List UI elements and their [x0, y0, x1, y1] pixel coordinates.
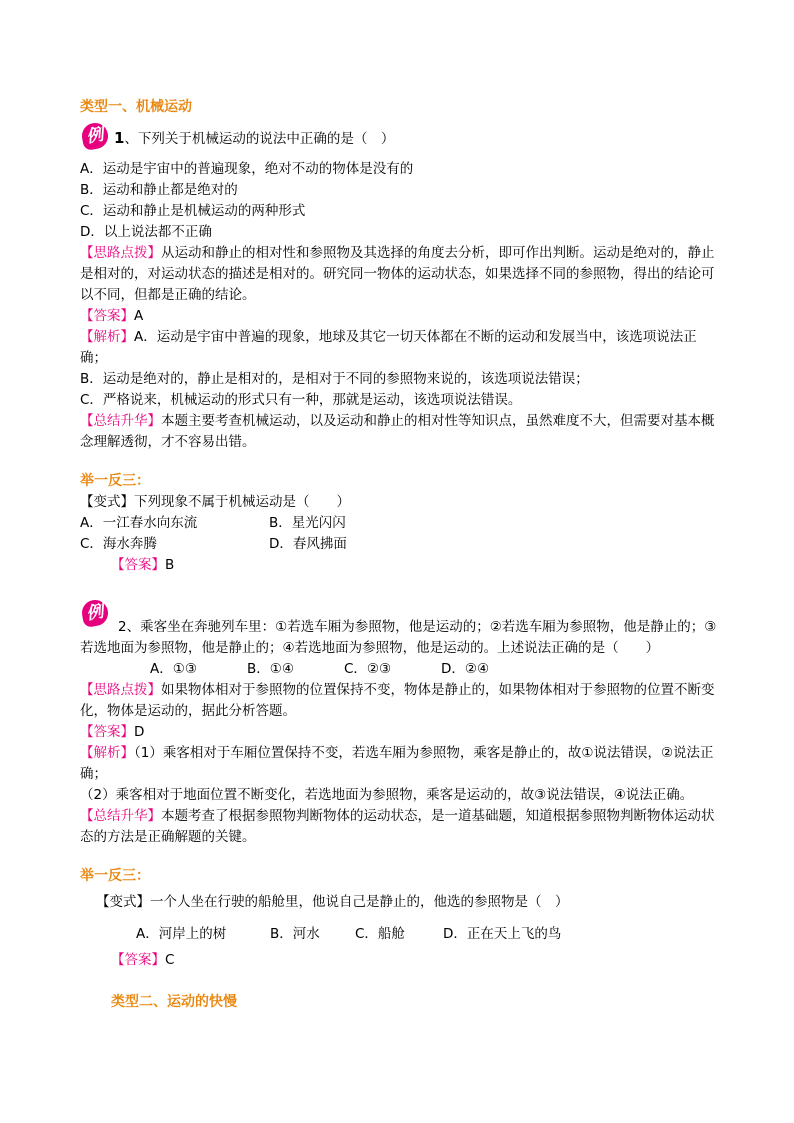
- answer-line: [80, 722, 144, 743]
- hint-block: [80, 680, 720, 722]
- option-a: A．河岸上的树: [136, 926, 227, 942]
- option-d: D．以上说法都不正确: [80, 224, 212, 240]
- variant-options-row: [136, 924, 561, 945]
- answer-line: [80, 306, 143, 327]
- option-b: B．运动和静止都是绝对的: [80, 182, 238, 198]
- answer-tag: 【答案】: [80, 724, 134, 740]
- analysis-2: （2）乘客相对于地面位置不断变化，若选地面为参照物，乘客是运动的，故③说法错误，④说法正确。: [80, 787, 694, 803]
- answer-value: D: [134, 724, 145, 740]
- question-text: 、下列关于机械运动的说法中正确的是（ ）: [124, 131, 395, 147]
- summary-tag: 【总结升华】: [80, 808, 161, 824]
- option-c: C．②③: [344, 661, 392, 677]
- practice-heading: 举一反三：: [80, 868, 150, 884]
- answer-value: B: [165, 557, 175, 573]
- analysis-tag: 【解析】: [80, 745, 134, 761]
- example-badge-icon: 例: [80, 121, 110, 151]
- analysis-block: [80, 743, 720, 785]
- answer-tag: 【答案】: [80, 308, 134, 324]
- variant-stem: [80, 492, 350, 513]
- option-d: D．春风拂面: [269, 536, 347, 552]
- option-c: C．船舱: [355, 926, 405, 942]
- option-b: B．星光闪闪: [269, 515, 346, 531]
- option-d: D．②④: [441, 661, 490, 677]
- question-number: 1: [114, 129, 125, 147]
- answer-value: A: [134, 308, 144, 324]
- example-badge-icon: 例: [80, 598, 110, 628]
- analysis-c: C．严格说来，机械运动的形式只有一种，那就是运动，该选项说法错误。: [80, 392, 522, 408]
- variant-tag: 【变式】: [96, 894, 150, 910]
- question-2-stem: 2、乘客坐在奔驰列车里：①若选车厢为参照物，他是运动的；②若选车厢为参照物，他是静止的；③若选地面为参照物，他是静止的；④若选地面为参照物，他是运动的。上述说法正确的是（ ）: [80, 619, 717, 656]
- variant-text: 下列现象不属于机械运动是（ ）: [134, 494, 350, 510]
- variant-tag: 【变式】: [80, 494, 134, 510]
- summary-tag: 【总结升华】: [80, 413, 161, 429]
- analysis-1: （1）乘客相对于车厢位置保持不变，若选车厢为参照物，乘客是静止的，故①说法错误，②说法正确；: [80, 745, 714, 782]
- hint-block: [80, 243, 720, 306]
- summary-text: 本题主要考查机械运动，以及运动和静止的相对性等知识点，虽然难度不大，但需要对基本概念理解透彻，才不容易出错。: [80, 413, 715, 450]
- practice-heading: 举一反三：: [80, 473, 150, 489]
- section-heading-type2: 类型二、运动的快慢: [111, 994, 237, 1010]
- variant-options-row1: [80, 513, 346, 534]
- option-b: B．①④: [247, 661, 294, 677]
- question-1-stem: [114, 128, 394, 150]
- hint-tag: 【思路点拨】: [80, 245, 161, 261]
- option-d: D．正在天上飞的鸟: [443, 926, 562, 942]
- summary-block: [80, 806, 720, 848]
- hint-tag: 【思路点拨】: [80, 682, 161, 698]
- analysis-b: B．运动是绝对的，静止是相对的，是相对于不同的参照物来说的，该选项说法错误；: [80, 371, 589, 387]
- summary-block: [80, 411, 720, 453]
- hint-text: 从运动和静止的相对性和参照物及其选择的角度去分析，即可作出判断。运动是绝对的，静止是相对的，对运动状态的描述是相对的。研究同一物体的运动状态，如果选择不同的参照物，得出的结论可以不同，但都是正确的结论。: [80, 245, 715, 303]
- analysis-tag: 【解析】: [80, 329, 134, 345]
- option-b: B．河水: [270, 926, 320, 942]
- analysis-block: [80, 327, 720, 369]
- variant-text: 一个人坐在行驶的船舱里，他说自己是静止的，他选的参照物是（ ）: [150, 894, 569, 910]
- variant-answer-line: [111, 950, 174, 971]
- answer-tag: 【答案】: [111, 952, 165, 968]
- variant-stem: [96, 892, 569, 913]
- answer-value: C: [165, 952, 175, 968]
- option-a: A．一江春水向东流: [80, 515, 198, 531]
- hint-text: 如果物体相对于参照物的位置保持不变，物体是静止的，如果物体相对于参照物的位置不断变化，物体是运动的，据此分析答题。: [80, 682, 715, 719]
- option-c: C．运动和静止是机械运动的两种形式: [80, 203, 306, 219]
- variant-options-row2: [80, 534, 347, 555]
- summary-text: 本题考查了根据参照物判断物体的运动状态，是一道基础题，知道根据参照物判断物体运动状态的方法是正确解题的关键。: [80, 808, 715, 845]
- option-a: A．①③: [150, 661, 197, 677]
- analysis-a: A．运动是宇宙中普遍的现象，地球及其它一切天体都在不断的运动和发展当中，该选项说法正确；: [80, 329, 697, 366]
- question-2-options: [150, 659, 489, 680]
- option-c: C．海水奔腾: [80, 536, 157, 552]
- option-a: A．运动是宇宙中的普遍现象，绝对不动的物体是没有的: [80, 161, 414, 177]
- answer-tag: 【答案】: [111, 557, 165, 573]
- variant-answer-line: [111, 555, 174, 576]
- section-heading-type1: 类型一、机械运动: [80, 99, 192, 115]
